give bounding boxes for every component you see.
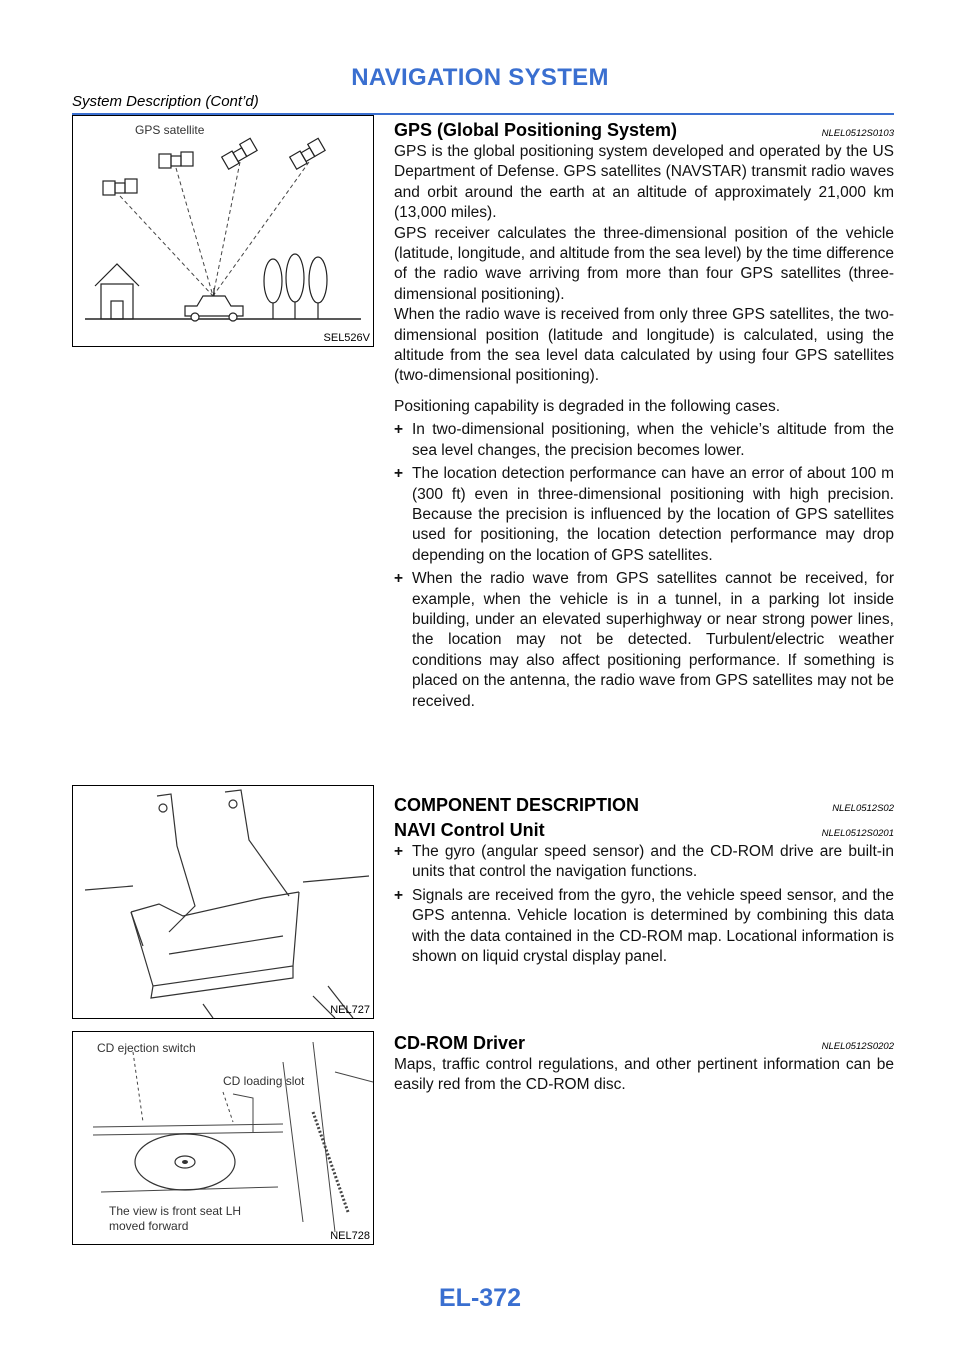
figure-id: NEL728	[330, 1230, 370, 1242]
cd-ejection-switch-label: CD ejection switch	[97, 1041, 196, 1055]
tree-icon	[309, 257, 327, 319]
bullet-text: In two-dimensional positioning, when the vehicle’s altitude from the sea level changes, the precision becomes lower.	[412, 421, 894, 459]
section-heading	[394, 795, 894, 816]
bullet-symbol: +	[394, 465, 404, 483]
gps-section	[394, 120, 894, 712]
paragraph: Maps, traffic control regulations, and other pertinent information can be easily red from the CD-ROM disc.	[394, 1056, 894, 1094]
component-heading: COMPONENT DESCRIPTION	[394, 795, 640, 815]
view-note-line-1: The view is front seat LH	[109, 1204, 242, 1218]
cdrom-figure	[72, 1031, 374, 1245]
gps-figure	[72, 115, 374, 347]
navi-unit-illustration	[73, 786, 373, 1018]
navi-heading: NAVI Control Unit	[394, 820, 545, 840]
satellite-icon	[159, 152, 193, 168]
bullet-text: Signals are received from the gyro, the vehicle speed sensor, and the GPS antenna. Vehicle location is determined by combining this data with the data contained in the CD-ROM map. Locational information is shown on liquid crystal display panel.	[412, 886, 894, 966]
list-item	[394, 886, 894, 968]
section-code: NLEL0512S02	[832, 803, 894, 814]
paragraph: When the radio wave is received from only three GPS satellites, the two-dimensional position (latitude and longitude) is calculated, using the altitude from the sea level data calculated by using four GPS satellites (two-dimensional positioning).	[394, 306, 894, 385]
subsection-heading	[394, 1033, 894, 1054]
gps-illustration	[73, 116, 373, 346]
tree-icon	[286, 254, 304, 319]
cdrom-heading: CD-ROM Driver	[394, 1033, 526, 1053]
gps-heading: GPS (Global Positioning System)	[394, 120, 678, 140]
figure-id: NEL727	[330, 1004, 370, 1016]
bullet-symbol: +	[394, 570, 404, 588]
list-item	[394, 569, 894, 712]
cdrom-section	[394, 1033, 894, 1096]
house-icon	[95, 264, 139, 319]
bullet-symbol: +	[394, 421, 404, 439]
page-subtitle: System Description (Cont’d)	[72, 93, 259, 110]
cd-disc-icon	[135, 1134, 235, 1190]
page-number: EL-372	[439, 1284, 521, 1312]
cd-loading-slot-label: CD loading slot	[223, 1074, 305, 1088]
gps-satellite-label: GPS satellite	[135, 123, 205, 137]
section-code: NLEL0512S0201	[821, 828, 894, 839]
component-section	[394, 795, 894, 967]
subsection-heading	[394, 820, 894, 841]
car-icon	[185, 288, 243, 321]
tree-icon	[264, 259, 282, 319]
paragraph: Positioning capability is degraded in the following cases.	[394, 397, 781, 415]
paragraph: GPS is the global positioning system developed and operated by the US Department of Defense. GPS satellites (NAVSTAR) transmit radio waves and orbit around the earth at an altitude of approximately 21,000 km (13,000 miles).	[394, 143, 894, 222]
list-item	[394, 842, 894, 883]
bullet-text: The gyro (angular speed sensor) and the CD-ROM drive are built-in units that control the navigation functions.	[412, 843, 894, 881]
bullet-symbol: +	[394, 886, 404, 904]
satellite-icon	[103, 179, 137, 195]
bullet-text: When the radio wave from GPS satellites cannot be received, for example, when the vehicle is in a tunnel, in a parking lot inside building, under an elevated superhighway or near strong power lines, the location may not be detected. Turbulent/electric weather conditions may also affect positioning performance. If something is placed on the antenna, the radio wave from GPS satellites may not be received.	[412, 570, 894, 710]
bullet-symbol: +	[394, 843, 404, 860]
page-title: NAVIGATION SYSTEM	[351, 64, 609, 91]
list-item	[394, 464, 894, 566]
section-code: NLEL0512S0103	[821, 128, 894, 139]
bullet-text: The location detection performance can have an error of about 100 m (300 ft) even in three-dimensional positioning with high precision. Because the precision is influenced by the location of GPS satellites used for positioning, the location detection performance may drop depending on the location of GPS satellites.	[412, 465, 894, 564]
section-code: NLEL0512S0202	[821, 1041, 894, 1052]
paragraph: GPS receiver calculates the three-dimensional position of the vehicle (latitude, longitude, and altitude from the sea level) by the time difference of the radio wave arriving from more than four GPS satellites (three-dimensional positioning).	[394, 224, 894, 303]
navi-unit-figure	[72, 785, 374, 1019]
list-item	[394, 420, 894, 461]
view-note-line-2: moved forward	[109, 1219, 189, 1233]
section-heading	[394, 120, 894, 141]
figure-id: SEL526V	[323, 332, 370, 344]
